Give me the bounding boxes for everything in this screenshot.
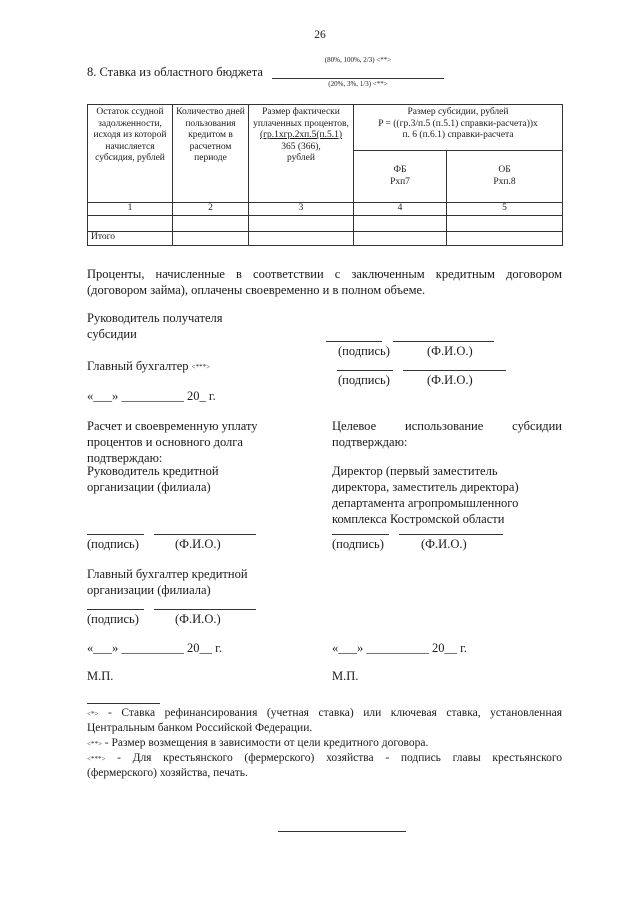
footnote-separator [87,703,160,704]
department-confirm-line2: подтверждаю: [332,435,408,449]
header-col5 [447,151,563,203]
bank-date: «___» __________ 20__ г. [87,641,222,655]
total-cell [354,231,447,245]
header-col3-formula: (гр.1хгр.2хп.5(п.5.1) [259,130,343,140]
recipient-accountant-signature-line[interactable] [337,370,393,371]
header-col4-line1: ФБ [393,165,407,175]
header-col5-line2: Рхп.8 [493,176,516,187]
recipient-head-signature-line[interactable] [326,341,382,342]
header-col3-line3: рублей [287,153,315,163]
total-label: Итого [88,231,173,245]
department-director-line4: комплекса Костромской области [332,512,505,526]
column-numbers-row [88,203,563,216]
table-cell [249,215,354,231]
department-director-line2: директора, заместитель директора) [332,480,519,494]
rate-label: 8. Ставка из областного бюджета [87,65,263,79]
recipient-accountant-text: Главный бухгалтер [87,359,189,373]
footnote-3-text: - Для крестьянского (фермерского) хозяйства - подпись главы крестьянского [105,752,562,764]
bank-head-signature-line[interactable] [87,534,144,535]
header-col3-line2: 365 (366), [281,141,321,152]
footnote-2-text: - Размер возмещения в зависимости от цели кредитного договора. [101,737,429,749]
column-number: 2 [173,203,249,216]
bank-accountant-name-line[interactable] [154,609,256,610]
table-cell [447,215,563,231]
header-col3-line1: Размер фактически уплаченных процентов, [253,107,349,129]
recipient-accountant-marker: <***> [191,363,211,371]
rate-denominator: (20%, 3%, 1/3) <**> [328,80,388,88]
bank-confirm-line2: процентов и основного долга [87,435,243,449]
recipient-accountant-name-line[interactable] [403,370,506,371]
department-name-label: (Ф.И.О.) [421,537,467,551]
bank-seal: М.П. [87,669,114,683]
end-separator-line [278,831,406,832]
header-group-title: Размер субсидии, рублей [407,107,509,117]
bank-head-name-label: (Ф.И.О.) [175,537,221,551]
table-row [88,215,563,231]
recipient-head-line1: Руководитель получателя [87,311,223,325]
recipient-accountant-signature-label: (подпись) [338,373,390,387]
recipient-head-line2: субсидии [87,327,137,341]
bank-accountant-signature-label: (подпись) [87,612,139,626]
bank-head-name-line[interactable] [154,534,256,535]
bank-head-signature-label: (подпись) [87,537,139,551]
footnote-3-line2: (фермерского) хозяйства, печать. [87,767,248,779]
footnote-1-text: - Ставка рефинансирования (учетная ставка) или ключевая ставка, установленная [98,707,562,719]
recipient-accountant-name-label: (Ф.И.О.) [427,373,473,387]
rate-fraction-line [272,78,444,79]
total-cell [447,231,563,245]
bank-confirm-line1: Расчет и своевременную уплату [87,419,258,433]
statement-line1: Проценты, начисленные в соответствии с заключенным кредитным договором [87,267,562,281]
header-col3 [249,105,354,203]
header-group [354,105,563,151]
bank-head-line1: Руководитель кредитной [87,464,219,478]
table-cell [88,215,173,231]
footnote-1-line1 [87,706,562,720]
bank-head-line2: организации (филиала) [87,480,211,494]
header-col4 [354,151,447,203]
bank-accountant-name-label: (Ф.И.О.) [175,612,221,626]
bank-accountant-line2: организации (филиала) [87,583,211,597]
header-col4-line2: Рхп7 [390,176,410,187]
recipient-accountant-label [87,358,210,375]
footnote-1-line2: Центральным банком Российской Федерации. [87,722,313,734]
recipient-head-name-line[interactable] [393,341,494,342]
bank-confirm-line3: подтверждаю: [87,451,163,465]
department-signature-line[interactable] [332,534,389,535]
header-col2: Количество дней пользования кредитом в расчетном периоде [173,105,249,203]
header-group-formula2: п. 6 (п.6.1) справки-расчета [402,130,514,140]
department-director-line3: департамента агропромышленного [332,496,519,510]
table-cell [173,215,249,231]
department-confirm-line1: Целевое использование субсидии [332,419,562,433]
page-number: 26 [314,29,326,41]
department-name-line[interactable] [399,534,503,535]
footnote-1-marker: <*> [87,710,99,718]
bank-accountant-signature-line[interactable] [87,609,144,610]
column-number: 4 [354,203,447,216]
recipient-head-name-label: (Ф.И.О.) [427,344,473,358]
department-date: «___» __________ 20__ г. [332,641,467,655]
total-cell [249,231,354,245]
department-seal: М.П. [332,669,359,683]
column-number: 3 [249,203,354,216]
footnote-3-marker: <***> [87,755,106,763]
total-cell [173,231,249,245]
header-col5-line1: ОБ [498,165,511,175]
column-number: 1 [88,203,173,216]
department-signature-label: (подпись) [332,537,384,551]
table-cell [354,215,447,231]
header-col1: Остаток ссудной задолженности, исходя из которой начисляется субсидия, рублей [88,105,173,203]
footnote-2-marker: <**> [87,740,102,748]
recipient-head-signature-label: (подпись) [338,344,390,358]
footnote-3-line1 [87,751,562,765]
recipient-date: «___» __________ 20_ г. [87,389,216,403]
bank-accountant-line1: Главный бухгалтер кредитной [87,567,248,581]
department-director-line1: Директор (первый заместитель [332,464,498,478]
header-group-formula1: P = ((гр.3/п.5 (п.5.1) справки-расчета))х [378,118,538,129]
footnote-2-line1 [87,736,428,750]
rate-numerator: (80%, 100%, 2/3) <**> [324,56,392,64]
subsidy-table [87,104,563,246]
total-row [88,231,563,245]
statement-line2: (договором займа), оплачены своевременно и в полном объеме. [87,283,426,297]
column-number: 5 [447,203,563,216]
